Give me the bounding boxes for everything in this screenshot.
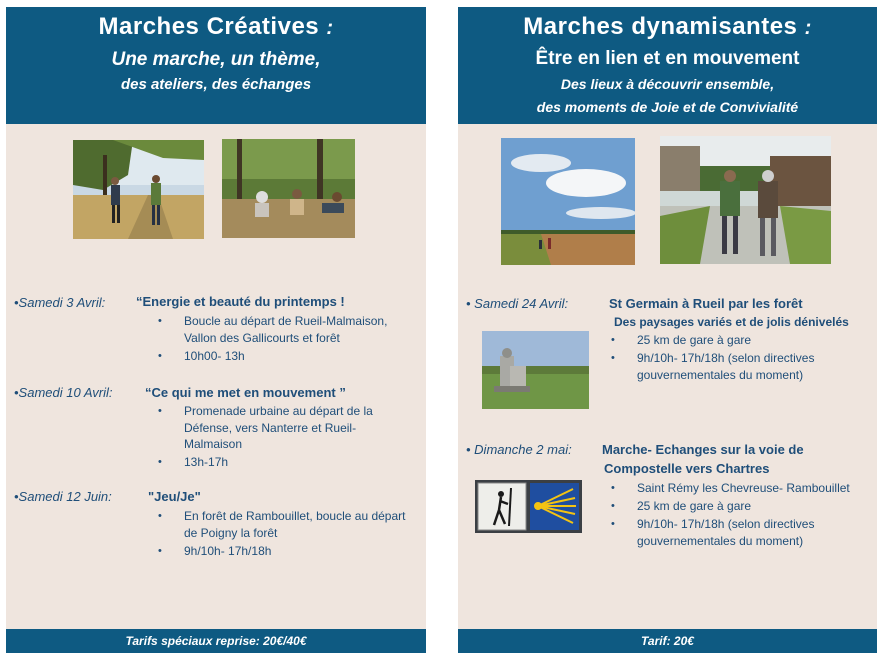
right-flyer-card (458, 7, 877, 653)
right-title: Marches dynamisantes : (523, 13, 812, 40)
forest-workshop-photo (222, 139, 355, 238)
event-detail: • 9h/10h- 17h/18h (158, 543, 410, 560)
event-details (158, 508, 410, 561)
event-detail: • 10h00- 13h (158, 348, 410, 365)
event-detail: • 25 km de gare à gare (611, 332, 866, 349)
event-date: •Samedi 3 Avril: (14, 295, 106, 310)
left-footer-price: Tarifs spéciaux reprise: 20€/40€ (6, 629, 426, 653)
right-subtitle-2: Des lieux à découvrir ensemble, (560, 76, 775, 92)
statue-field-photo (482, 331, 589, 409)
event-date: • Samedi 24 Avril: (466, 296, 569, 311)
event-details (158, 313, 410, 366)
walkers-backs-photo (660, 136, 831, 264)
compostelle-scallop-sign (475, 480, 582, 533)
left-title: Marches Créatives : (98, 13, 334, 40)
right-subtitle-1: Être en lien et en mouvement (535, 48, 800, 69)
event-title: St Germain à Rueil par les forêt (609, 296, 803, 311)
right-subtitle-3: des moments de Joie et de Convivialité (536, 99, 799, 115)
event-detail: • 9h/10h- 17h/18h (selon directives gouvernementales du moment) (611, 516, 866, 549)
left-header (6, 7, 426, 124)
event-detail: • En forêt de Rambouillet, boucle au départ de Poigny la forêt (158, 508, 410, 541)
event-detail: • Saint Rémy les Chevreuse- Rambouillet (611, 480, 866, 497)
event-subtitle: Des paysages variés et de jolis dénivelés (614, 315, 849, 329)
event-detail: • 9h/10h- 17h/18h (selon directives gouvernementales du moment) (611, 350, 866, 383)
event-details (158, 403, 410, 472)
event-date: •Samedi 10 Avril: (14, 385, 113, 400)
left-subtitle-2: des ateliers, des échanges (120, 76, 312, 93)
event-detail: • Promenade urbaine au départ de la Défense, vers Nanterre et Rueil-Malmaison (158, 403, 410, 453)
event-title: “Ce qui me met en mouvement ” (145, 385, 346, 400)
event-detail: • 25 km de gare à gare (611, 498, 866, 515)
event-date: • Dimanche 2 mai: (466, 442, 572, 457)
event-title: "Jeu/Je" (148, 489, 201, 504)
event-details (611, 332, 866, 385)
event-title: “Energie et beauté du printemps ! (136, 294, 345, 309)
left-flyer-card (6, 7, 426, 653)
right-footer-price: Tarif: 20€ (458, 629, 877, 653)
event-title-line2: Compostelle vers Chartres (604, 461, 770, 476)
event-details (611, 480, 866, 551)
left-subtitle-1: Une marche, un thème, (111, 49, 321, 70)
walkers-path-photo (73, 140, 204, 239)
event-detail: • 13h-17h (158, 454, 410, 471)
field-sky-photo (501, 138, 635, 265)
event-detail: • Boucle au départ de Rueil-Malmaison, Vallon des Gallicourts et forêt (158, 313, 410, 346)
right-header (458, 7, 877, 124)
event-date: •Samedi 12 Juin: (14, 489, 112, 504)
event-title: Marche- Echanges sur la voie de (602, 442, 804, 457)
